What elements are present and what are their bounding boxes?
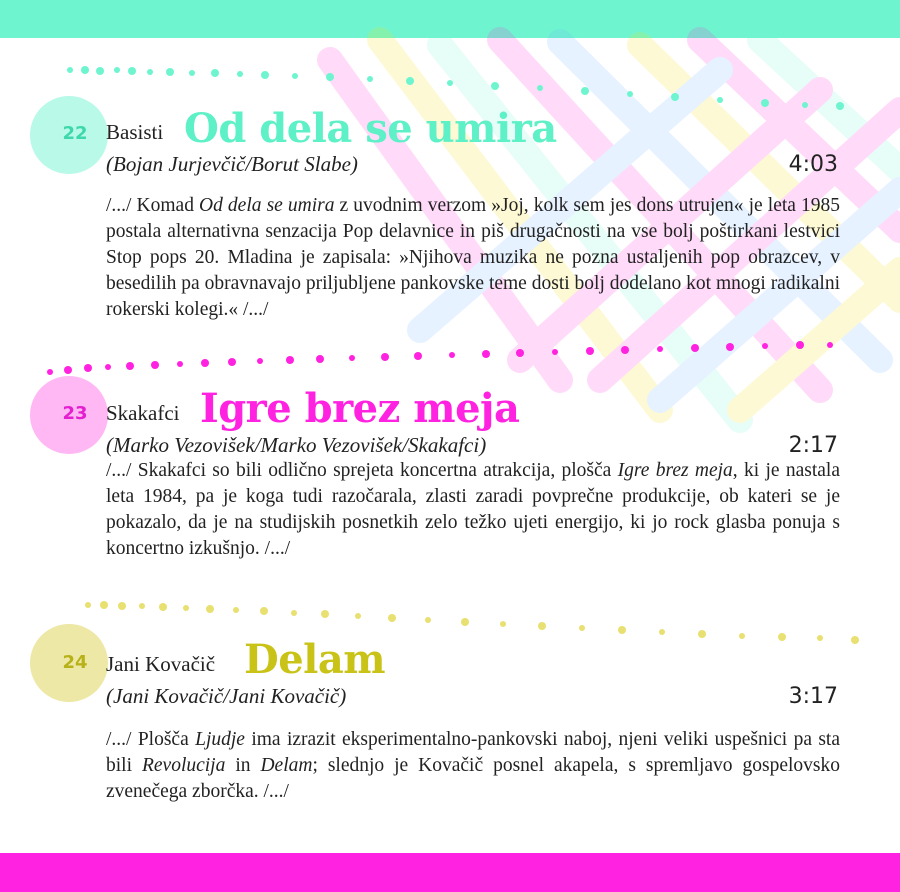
text-segment: , ki je nastala leta 1984, pa je koga tudi razočarala, zlasti zaradi povprečne produkcije, ob kateri se je pokazalo, da je na studijskih posnetkih zelo težko ujeti energijo, ki jo rock glasba ponuja s koncertno izkušnjo. /.../ — [106, 460, 840, 559]
track-artist: Basisti — [106, 120, 164, 144]
track-number: 23 — [62, 403, 88, 424]
text-segment: in — [225, 755, 261, 776]
italic-text-segment: Revolucija — [141, 755, 226, 776]
italic-text-segment: Ljudje — [195, 729, 245, 750]
track-description — [106, 727, 840, 805]
italic-text-segment: Igre brez meja — [617, 460, 733, 481]
track-number: 24 — [62, 652, 88, 673]
text-segment: /.../ Skakafci so bili odlično sprejeta koncertna atrakcija, plošča — [106, 460, 618, 481]
top-color-bar — [0, 0, 900, 38]
text-segment: z uvodnim verzom »Joj, kolk sem jes dons utrujen« je leta 1985 postala alternativna senzacija Pop delavnice in piš drugačnosti na vse bolj poštirkani lestvici Stop pops 20. Mladina je zapisala: »Njihova muzika ne pozna ustaljenih pop obrazcev, v besedilih pa obravnavajo priljubljene pankovske teme dosti bolj dodelano kot mnogi radikalni rokerski kolegi.« /.../ — [106, 195, 840, 320]
italic-text-segment: Delam — [260, 755, 313, 776]
text-segment: ima izrazit eksperimentalno-pankovski naboj, njeni veliki uspešnici pa sta bili — [106, 729, 841, 776]
track-duration: 3:17 — [788, 684, 838, 709]
bottom-color-bar — [0, 853, 900, 892]
track-artist: Skakafci — [106, 401, 180, 425]
text-segment: ; slednjo je Kovačič posnel akapela, s spremljavo gospelovsko zvenečega zborčka. /.../ — [106, 755, 840, 802]
track-title: Igre brez meja — [200, 385, 520, 432]
track-credits: (Jani Kovačič/Jani Kovačič) — [106, 684, 347, 708]
italic-text-segment: Od dela se umira — [199, 195, 335, 216]
track-artist: Jani Kovačič — [106, 652, 216, 676]
track-duration: 2:17 — [788, 433, 838, 458]
track-description — [106, 193, 840, 323]
track-title: Delam — [244, 636, 386, 683]
track-credits: (Bojan Jurjevčič/Borut Slabe) — [106, 152, 358, 176]
track-duration: 4:03 — [788, 152, 838, 177]
track-title: Od dela se umira — [184, 105, 557, 152]
track-number: 22 — [62, 123, 88, 144]
text-segment: /.../ Komad — [106, 195, 200, 216]
track-credits: (Marko Vezovišek/Marko Vezovišek/Skakafci) — [106, 433, 487, 457]
text-segment: /.../ Plošča — [106, 729, 196, 750]
track-description — [106, 458, 840, 562]
